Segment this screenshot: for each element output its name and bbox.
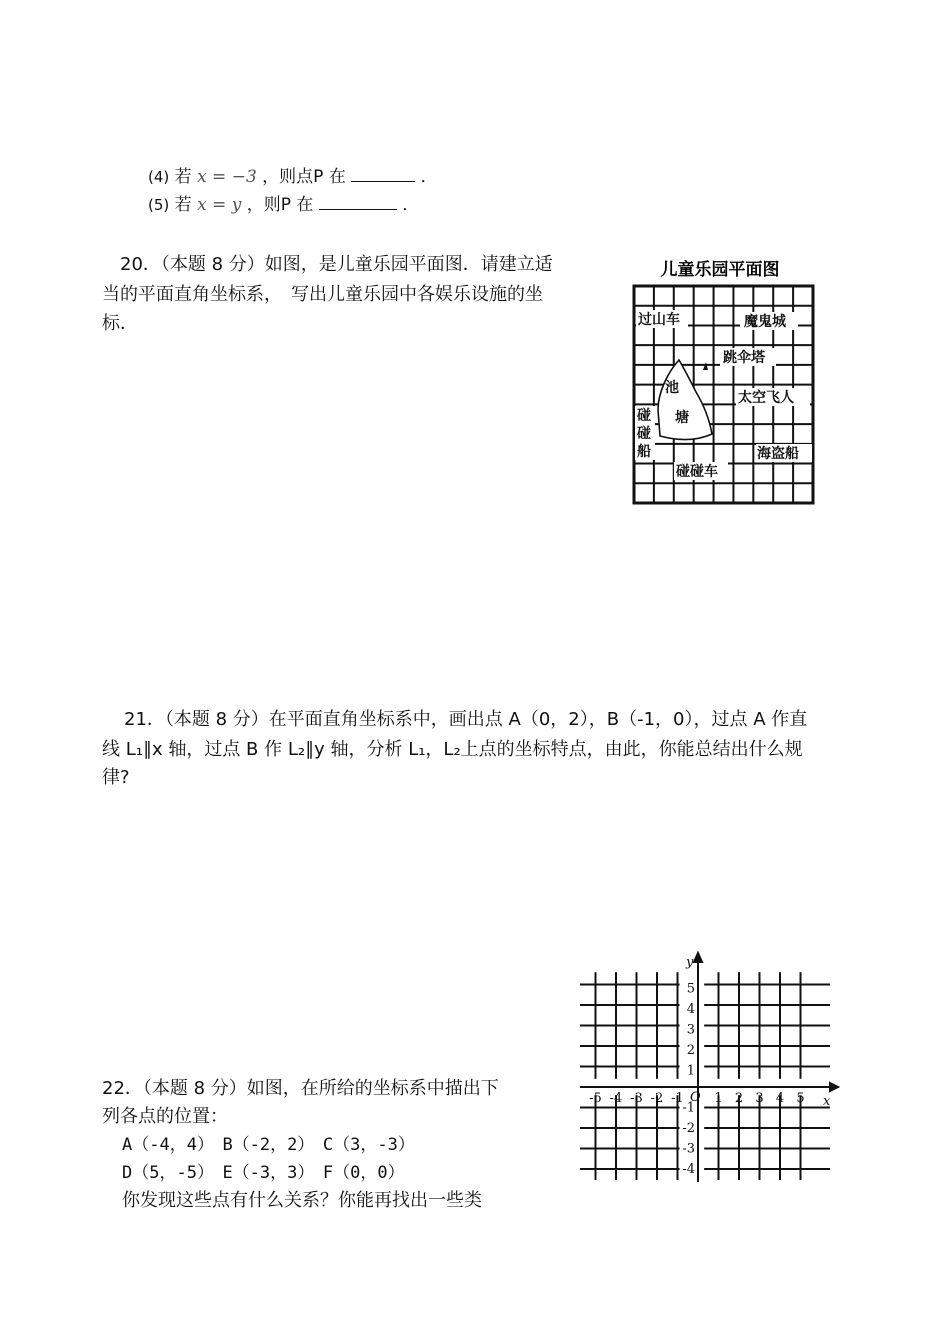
map-title: 儿童乐园平面图 xyxy=(660,260,780,280)
q21-line: 线 L₁∥x 轴，过点 B 作 L₂∥y 轴，分析 L₁，L₂上点的坐标特点，由此，你能总结出什么规 xyxy=(102,739,803,760)
label-pirate-ship: 海盗船 xyxy=(757,446,799,462)
y-tick-label: -2 xyxy=(682,1121,695,1136)
q21-line: 律? xyxy=(102,767,130,788)
q22-points-row: A（-4，4） B（-2，2） C（3，-3） xyxy=(122,1135,415,1155)
playground-map xyxy=(620,252,820,512)
q19-item-5 xyxy=(148,190,419,215)
x-tick-label: 1 xyxy=(714,1091,723,1106)
y-axis-arrow-icon xyxy=(694,953,702,962)
pond-outline xyxy=(658,360,712,440)
math-expression: x = y xyxy=(197,195,242,215)
y-tick-label: 4 xyxy=(686,1002,695,1017)
item-text: ，则P 在 xyxy=(246,195,314,215)
x-tick-label: -2 xyxy=(650,1091,664,1106)
item-text: 若 xyxy=(174,195,192,215)
label-space-flyer: 太空飞人 xyxy=(738,390,794,406)
label-pond-1: 池 xyxy=(665,380,679,396)
label-bumper-boat: 碰 xyxy=(637,426,651,442)
y-tick-label: -3 xyxy=(682,1141,695,1157)
y-tick-label: -4 xyxy=(682,1162,695,1177)
y-tick-label: 3 xyxy=(686,1022,695,1038)
math-expression: x = −3 xyxy=(197,167,257,187)
answer-blank[interactable] xyxy=(351,167,415,182)
item-number: (4) xyxy=(148,168,170,186)
y-axis-label: y xyxy=(686,955,694,970)
x-tick-label: -4 xyxy=(609,1091,623,1106)
q19-item-4 xyxy=(148,162,438,187)
label-bumper-boat: 碰 xyxy=(637,408,651,424)
q20-line: 20．（本题 8 分）如图，是儿童乐园平面图．请建立适 xyxy=(120,254,553,275)
item-text: ． xyxy=(420,167,438,187)
item-text: ，则点P 在 xyxy=(262,167,346,187)
q22-points-row: D（5，-5） E（-3，3） F（0，0） xyxy=(122,1163,405,1183)
x-tick-label: 3 xyxy=(755,1091,764,1106)
item-number: (5) xyxy=(148,196,170,214)
origin-label: O xyxy=(690,1090,701,1105)
label-bumper-boat: 船 xyxy=(637,444,651,460)
q22-line: 22．（本题 8 分）如图，在所给的坐标系中描出下 xyxy=(102,1078,499,1099)
q22-question: 你发现这些点有什么关系？你能再找出一些类 xyxy=(122,1190,482,1211)
x-tick-label: 5 xyxy=(796,1091,805,1106)
label-haunted-castle: 魔鬼城 xyxy=(744,314,786,330)
x-axis-label: x xyxy=(823,1094,831,1109)
y-tick-label: 2 xyxy=(686,1043,695,1058)
x-tick-label: -3 xyxy=(630,1091,643,1106)
y-tick-label: -1 xyxy=(682,1100,695,1116)
label-bumper-car: 碰碰车 xyxy=(676,464,718,480)
answer-blank[interactable] xyxy=(319,195,397,210)
x-tick-label: 4 xyxy=(775,1091,785,1106)
x-tick-label: -1 xyxy=(671,1091,684,1106)
label-parachute-tower: 跳伞塔 xyxy=(723,350,765,366)
item-text: 若 xyxy=(174,167,192,187)
q22-line: 列各点的位置： xyxy=(102,1106,228,1127)
parachute-tower-marker xyxy=(703,362,708,370)
item-text: ． xyxy=(402,195,420,215)
y-tick-label: 5 xyxy=(686,981,695,997)
coordinate-grid xyxy=(575,950,840,1182)
x-tick-label: 2 xyxy=(734,1091,744,1106)
label-pond-2: 塘 xyxy=(675,410,689,426)
q21-line: 21．（本题 8 分）在平面直角坐标系中，画出点 A（0，2），B（-1，0），过点 A 作直 xyxy=(124,709,808,730)
label-roller-coaster: 过山车 xyxy=(638,312,680,328)
x-axis-arrow-icon xyxy=(830,1083,838,1091)
q20-line: 当的平面直角坐标系， 写出儿童乐园中各娱乐设施的坐 xyxy=(102,284,543,305)
y-tick-label: 1 xyxy=(686,1063,695,1079)
q20-line: 标． xyxy=(102,313,138,334)
x-tick-label: -5 xyxy=(589,1091,602,1106)
